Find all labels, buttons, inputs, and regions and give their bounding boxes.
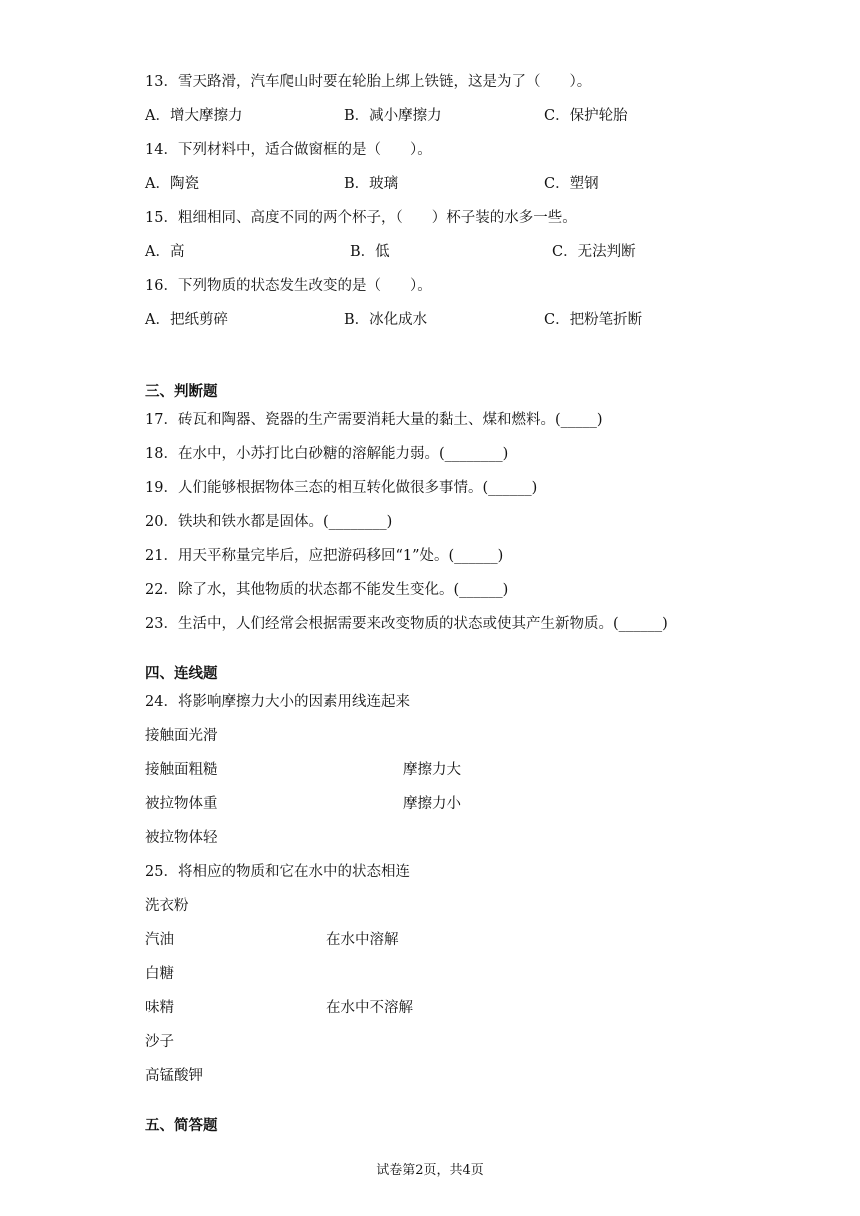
question-18: 18．在水中，小苏打比白砂糖的溶解能力弱。(________) — [145, 446, 509, 462]
q24-right-item: 摩擦力小 — [403, 796, 461, 812]
question-15: 15．粗细相同、高度不同的两个杯子，（ ）杯子装的水多一些。 — [145, 210, 577, 226]
q13-option-b: B．减小摩擦力 — [344, 108, 442, 124]
question-24: 24．将影响摩擦力大小的因素用线连起来 — [145, 694, 410, 710]
q24-left-item: 接触面粗糙 — [145, 762, 218, 778]
q15-option-a: A．高 — [145, 244, 185, 260]
q24-right-item: 摩擦力大 — [403, 762, 461, 778]
q25-left-item: 味精 — [145, 1000, 174, 1016]
q14-option-b: B．玻璃 — [344, 176, 399, 192]
question-23: 23．生活中，人们经常会根据需要来改变物质的状态或使其产生新物质。(______) — [145, 616, 668, 632]
q14-option-a: A．陶瓷 — [145, 176, 199, 192]
page-footer: 试卷第2页，共4页 — [376, 1163, 484, 1178]
q15-option-c: C．无法判断 — [552, 244, 636, 260]
q25-left-item: 高锰酸钾 — [145, 1068, 203, 1084]
q24-left-item: 接触面光滑 — [145, 728, 218, 744]
section-heading-judgement: 三、判断题 — [145, 383, 218, 400]
q24-left-item: 被拉物体重 — [145, 796, 218, 812]
q25-left-item: 沙子 — [145, 1034, 174, 1050]
question-21: 21．用天平称量完毕后，应把游码移回“1”处。(______) — [145, 548, 504, 564]
question-17: 17．砖瓦和陶器、瓷器的生产需要消耗大量的黏土、煤和燃料。(_____) — [145, 412, 603, 428]
q24-left-item: 被拉物体轻 — [145, 830, 218, 846]
q13-option-c: C．保护轮胎 — [544, 108, 628, 124]
q25-right-item: 在水中溶解 — [326, 932, 399, 948]
question-16: 16．下列物质的状态发生改变的是（ ）。 — [145, 278, 432, 294]
q16-option-b: B．冰化成水 — [344, 312, 428, 328]
section-heading-matching: 四、连线题 — [145, 665, 218, 682]
q25-left-item: 汽油 — [145, 932, 174, 948]
question-13: 13．雪天路滑，汽车爬山时要在轮胎上绑上铁链，这是为了（ ）。 — [145, 74, 592, 90]
q15-option-b: B．低 — [350, 244, 390, 260]
question-25: 25．将相应的物质和它在水中的状态相连 — [145, 864, 410, 880]
section-heading-short-answer: 五、简答题 — [145, 1117, 218, 1134]
question-20: 20．铁块和铁水都是固体。(________) — [145, 514, 393, 530]
q13-option-a: A．增大摩擦力 — [145, 108, 243, 124]
question-22: 22．除了水，其他物质的状态都不能发生变化。(______) — [145, 582, 509, 598]
q14-option-c: C．塑钢 — [544, 176, 599, 192]
q25-left-item: 洗衣粉 — [145, 898, 189, 914]
q16-option-a: A．把纸剪碎 — [145, 312, 228, 328]
q25-left-item: 白糖 — [145, 966, 174, 982]
question-19: 19．人们能够根据物体三态的相互转化做很多事情。(______) — [145, 480, 538, 496]
q16-option-c: C．把粉笔折断 — [544, 312, 643, 328]
question-14: 14．下列材料中，适合做窗框的是（ ）。 — [145, 142, 432, 158]
q25-right-item: 在水中不溶解 — [326, 1000, 413, 1016]
